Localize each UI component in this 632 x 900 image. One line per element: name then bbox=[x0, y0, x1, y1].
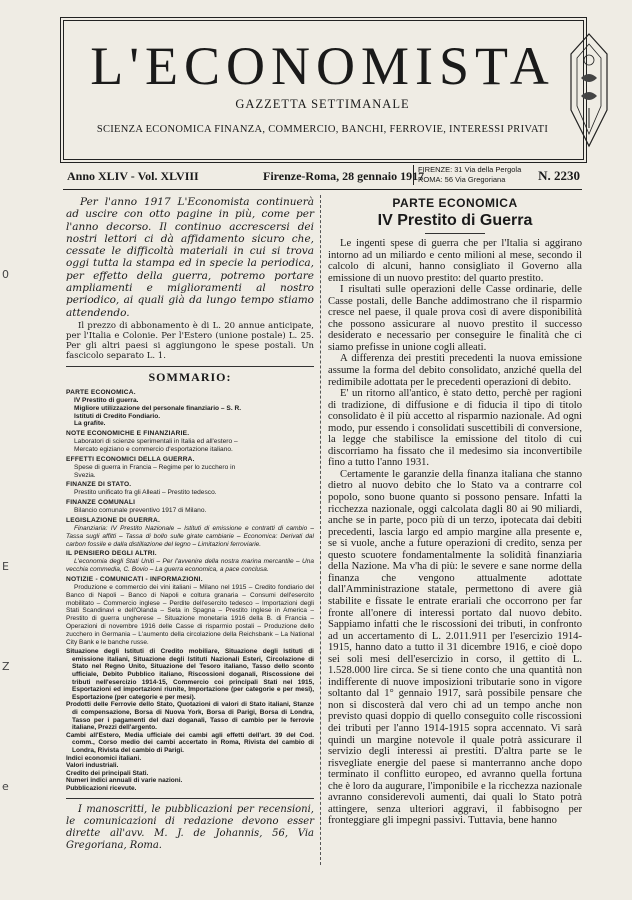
article-headline: IV Prestito di Guerra bbox=[377, 212, 533, 229]
section-text: Cambi all'Estero, Media ufficiale dei cambi agli effetti dell'art. 39 del Cod. comm., Corso medio dei cambi accertato in Roma, Rivista del cambio di Londra, Rivista del cambio di Parigi. bbox=[66, 731, 314, 755]
section-item: Pubblicazioni ricevute. bbox=[66, 784, 137, 792]
issue-date: Firenze-Roma, 28 gennaio 1917 bbox=[263, 169, 425, 183]
margin-mark: Z bbox=[2, 660, 10, 673]
address-firenze: FIRENZE: 31 Via della Pergola bbox=[418, 165, 522, 174]
left-column bbox=[66, 196, 314, 852]
section-item: Prestito unificato fra gli Alleati – Prestito tedesco. bbox=[74, 489, 217, 497]
sommario-section bbox=[66, 430, 314, 454]
subscription-price: Il prezzo di abbonamento è di L. 20 annue anticipate, per l'Italia e Colonie. Per l'Estero (unione postale) L. 25. Per gli altri paesi si aggiungono le spese postali. Un fascicolo separato L. 1. bbox=[66, 320, 314, 361]
section-item: Credito dei principali Stati. bbox=[66, 769, 149, 777]
article-paragraph: A differenza dei prestiti precedenti la nuova emissione assume la forma del debito consolidato, anziché quella del redimibile adottata per le precedenti operazioni di debito. bbox=[328, 353, 582, 388]
column-divider bbox=[320, 195, 321, 865]
section-item: Laboratori di scienze sperimentali in Italia ed all'estero – bbox=[74, 438, 238, 446]
section-text: Finanziaria: IV Prestito Nazionale – Istituti di emissione e contratti di cambio – Tassa sugli affitti – Tassa di bollo sulle girate cambiarie – Economica: Derivati dal carbon fossile e dalla distillazione del legno – Limitazioni ferroviarie. bbox=[66, 524, 314, 548]
sommario-section bbox=[66, 499, 314, 515]
section-item: Valori industriali. bbox=[66, 762, 119, 770]
section-heading: NOTIZIE - COMUNICATI - INFORMAZIONI. bbox=[66, 575, 203, 583]
margin-mark: E bbox=[2, 560, 9, 573]
section-item: Bilancio comunale preventivo 1917 di Milano. bbox=[74, 507, 207, 515]
right-column bbox=[328, 196, 582, 827]
section-item: Migliore utilizzazione del personale finanziario – S. R. bbox=[74, 404, 242, 412]
sommario-section bbox=[66, 648, 314, 792]
masthead-tagline: SCIENZA ECONOMICA FINANZA, COMMERCIO, BANCHI, FERROVIE, INTERESSI PRIVATI bbox=[96, 124, 549, 135]
issue-number: N. 2230 bbox=[538, 168, 580, 183]
section-text: L'economia degli Stati Uniti – Per l'avvenire della nostra marina mercantile – Una vecchia commedia, C. Bovio – La guerra economica, a pace conclusa. bbox=[66, 558, 314, 574]
intro-notice: Per l'anno 1917 L'Economista continuerà ad uscire con otto pagine in più, come per l'anno decorso. Il continuo accrescersi dei nostri lettori ci dà affidamento sicuro che, cessate le difficoltà materiali in cui si trova oggi tutta la stampa ed in specie la periodica, per effetto della guerra, potremo portare ampliamenti e miglioramenti al nostro periodico, ai quali già da lungo tempo stiamo attendendo. bbox=[66, 196, 314, 319]
margin-mark: 0 bbox=[2, 268, 9, 281]
section-item: La grafite. bbox=[74, 420, 106, 428]
section-item: Mercato egiziano e commercio d'esportazione italiano. bbox=[74, 445, 233, 453]
section-item: Numeri indici annuali di varie nazioni. bbox=[66, 777, 183, 785]
section-text: Prodotti delle Ferrovie dello Stato, Quotazioni di valori di Stato italiani, Stanze di compensazione, Borsa di Nuova York, Borsa di Parigi, Borsa di Londra, Tasso per i pagamenti del dazi doganali, Tasso di cambio per le ferrovie italiane, Prezzi dell'argento. bbox=[66, 701, 314, 732]
article-paragraph: I risultati sulle operazioni delle Casse ordinarie, delle Casse postali, delle Banche addimostrano che il risparmio cresce nel paese, il quale prova così di avere disponibilità che possono assicurare al nuovo prestito il successo desiderato e necessario per conseguire le finalità che ci siamo prefisse in unione cogli alleati. bbox=[328, 284, 582, 353]
divider-rule bbox=[66, 366, 314, 367]
masthead-title: L'ECONOMISTA bbox=[90, 36, 555, 96]
editorial-footer-note: I manoscritti, le pubblicazioni per recensioni, le comunicazioni di redazione devono esser dirette all'avv. M. J. de Johannis, 56, Via Gregoriana, Roma. bbox=[66, 798, 314, 852]
section-item: Spese di guerra in Francia – Regime per lo zucchero in bbox=[74, 463, 236, 471]
sommario-section bbox=[66, 456, 314, 480]
section-text: Situazione degli Istituti di Credito mobiliare, Situazione degli Istituti di emissione italiani, Situazione degli Istituti Nazionali Esteri, Circolazione di Stato nel Regno Unito, Situazione del Tesoro italiano, Tasso dello sconto ufficiale, Debito Pubblico italiano, Riscossioni doganali, Riscossione dei tributi nell'esercizio 1914-15, Commercio coi principali Stati nel 1915, Esportazioni ed importazioni riunite, Importazione (per categorie e per mesi), Esportazione (per categorie e per mesi). bbox=[66, 648, 314, 701]
headline-rule bbox=[425, 233, 485, 234]
issue-info-bar bbox=[63, 163, 582, 190]
article-paragraph: E' un ritorno all'antico, è stato detto, perchè per ragioni di tradizione, di diffusione e di fiducia il tipo di titolo consolidato è il più accetto al risparmio nazionale. Ad ogni modo, pur essendo i consolidati suscettibili di conversione, la legge che stabilisce la emissione del titolo di cui discorriamo ha fissato che il medesimo sia inconvertibile fino a tutto l'anno 1931. bbox=[328, 388, 582, 469]
margin-mark: e bbox=[2, 780, 9, 793]
sommario-title: SOMMARIO: bbox=[148, 369, 232, 384]
section-item: Svezia. bbox=[74, 471, 96, 479]
sommario-section bbox=[66, 481, 314, 497]
section-heading: NOTE ECONOMICHE E FINANZIARIE. bbox=[66, 430, 190, 438]
issue-addresses bbox=[413, 165, 536, 185]
section-item: IV Prestito di guerra. bbox=[74, 396, 139, 404]
article-paragraph: Certamente le garanzie della finanza italiana che stanno dietro al nuovo debito che lo Stato va a contrarre col popolo, sono buone quanto si possono pensare. Infatti la ricchezza nazionale, oggi calcolata dagli 80 ai 90 miliardi, anche se in parte, poco più di un terzo, ipotecata dai debiti precedenti, lascia largo ed ampio margine alla presente e, se si vuole, anche a future operazioni di credito, senza per questo scuotere fondamentalmente la solidità finanziaria della Nazione. Ma v'ha di più: le severe e sane norme della finanza che vengono attualmente adottate dall'Amministrazione statale, permettono di avere già stabilite e fissate le entrate erariali che occorrono per far fronte all'onere di interessi portato dal nuovo debito. Sappiamo infatti che le riscossioni dei tributi, in confronto ad un accertamento di L. 2.011.911 per l'esercizio 1914-1915, hanno dato a tutto il 31 dicembre 1916, e cioè dopo sei soli mesi dell'esercizio in corso, il gettito di L. 1.528.000 lire circa. Se si tiene conto che una quantità non indifferente di nuove imposizioni tributarie sono in vigore soltanto dal 1° gennaio 1917, sarà possibile pensare che non si discosterà dal vero chi ad un tempo anche non previsto quasi doppio di quello conseguito colle riscossioni dei tributi per l'anno 1914-1915 sopra accennato. Vi sarà quindi un margine notevole il quale potrà assicurare il servizio degli interessi ai prestiti. D'altra parte se le risvegliate energie del paese si manterranno anche dopo terminato il conflitto europeo, ed avranno quella fortuna che è loro da augurare, l'imponibile e la ricchezza nazionale avranno considerevoli aumenti, dai quali lo Stato potrà attingere, senza ulteriori aggravi, il fabbisogno per fronteggiare gli impegni passivi. Tuttavia, bene hanno bbox=[328, 468, 582, 827]
section-label: PARTE ECONOMICA bbox=[392, 196, 518, 210]
sommario-section bbox=[66, 389, 314, 428]
masthead-subtitle: GAZZETTA SETTIMANALE bbox=[235, 97, 410, 111]
section-heading: FINANZE COMUNALI bbox=[66, 499, 136, 507]
issue-volume: Anno XLIV - Vol. XLVIII bbox=[67, 169, 199, 183]
sommario-section bbox=[66, 576, 314, 646]
section-heading: LEGISLAZIONE DI GUERRA. bbox=[66, 516, 160, 524]
address-roma: ROMA: 56 Via Gregoriana bbox=[418, 175, 506, 184]
section-heading: IL PENSIERO DEGLI ALTRI. bbox=[66, 550, 157, 558]
sommario-section bbox=[66, 517, 314, 548]
section-heading: EFFETTI ECONOMICI DELLA GUERRA. bbox=[66, 455, 195, 463]
article-paragraph: Le ingenti spese di guerra che per l'Italia si aggirano intorno ad un miliardo e cento milioni al mese, secondo il calcolo di alcuni, hanno consigliato il Governo alla emissione di un nuovo prestito: del quarto prestito. bbox=[328, 238, 582, 284]
heraldic-emblem-icon bbox=[567, 30, 611, 150]
section-item: Istituti di Credito Fondiario. bbox=[74, 412, 161, 420]
section-heading: PARTE ECONOMICA. bbox=[66, 388, 136, 396]
section-heading: FINANZE DI STATO. bbox=[66, 481, 132, 489]
section-item: Indici economici italiani. bbox=[66, 754, 142, 762]
left-margin-marks bbox=[0, 0, 14, 900]
sommario-section bbox=[66, 550, 314, 574]
section-text: Produzione e commercio dei vini italiani – Milano nel 1915 – Credito fondiario del Banco di Napoli – Banco di Napoli e coltura granaria – Consumi dell'esercito mobilitato – Commercio inglese – Perdite dell'esercito tedesco – Importazioni degli Stati Scandinavi e dell'Olanda – Seta in Spagna – Prestito inglese in America – Prestito di guerra ungherese – Situazione monetaria 1916 della B. di Francia – Operazioni di novembre 1916 delle Casse di risparmio postali – Produzione dello zucchero in Germania – L'aumento della circolazione della Reichsbank – La National City Bank e le banche russe. bbox=[66, 583, 314, 646]
